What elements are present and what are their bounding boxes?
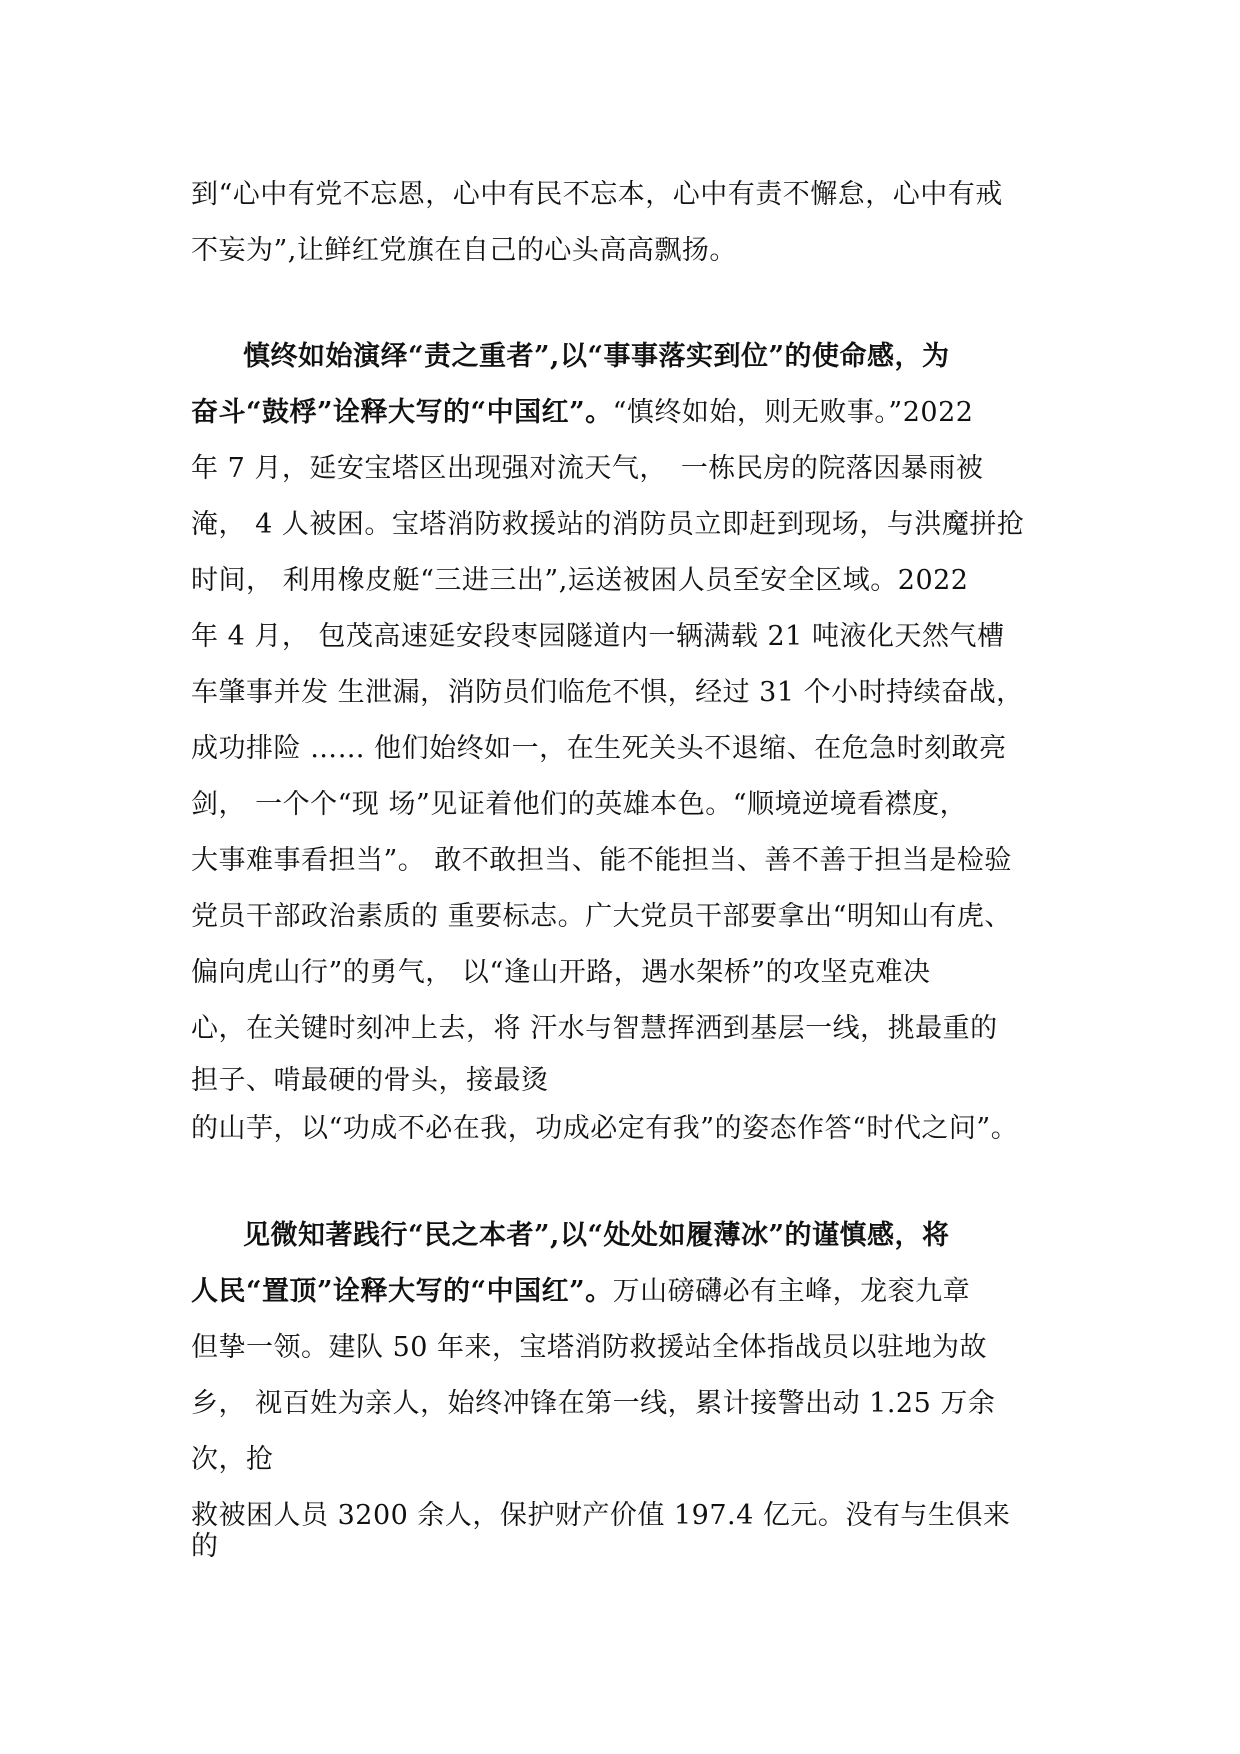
text-line: 但挚一领。建队 50 年来，宝塔消防救援站全体指战员以驻地为故	[191, 1332, 988, 1363]
text-line: 大事难事看担当”。 敢不敢担当、能不能担当、善不善于担当是检验	[191, 845, 1012, 876]
text-line: 年 4 月， 包茂高速延安段枣园隧道内一辆满载 21 吨液化天然气槽	[191, 621, 1005, 652]
text-line: 到“心中有党不忘恩，心中有民不忘本，心中有责不懈怠，心中有戒	[191, 179, 1003, 210]
text-line: 淹， 4 人被困。宝塔消防救援站的消防员立即赶到现场，与洪魔拼抢	[191, 509, 1025, 540]
text-line: 不妄为”,让鲜红党旗在自己的心头高高飘扬。	[191, 235, 737, 266]
text-line: 次，抢	[191, 1444, 274, 1475]
text-line	[191, 1275, 970, 1309]
text-line: 剑， 一个个“现 场”见证着他们的英雄本色。“顺境逆境看襟度，	[191, 789, 968, 820]
text-line: 年 7 月，延安宝塔区出现强对流天气， 一栋民房的院落因暴雨被	[191, 453, 984, 484]
text-line: 救被困人员 3200 余人，保护财产价值 197.4 亿元。没有与生俱来	[191, 1500, 1011, 1531]
text-span: 万山磅礴必有主峰，龙衮九章	[612, 1276, 971, 1307]
section-heading-continued: 奋斗“鼓桴”诠释大写的“中国红”。	[191, 397, 613, 428]
text-line: 车肇事并发 生泄漏，消防员们临危不惧，经过 31 个小时持续奋战，	[191, 677, 1024, 708]
text-line	[191, 396, 973, 430]
text-line: 的山芋，以“功成不必在我，功成必定有我”的姿态作答“时代之问”。	[191, 1113, 1019, 1144]
text-line: 偏向虎山行”的勇气， 以“逢山开路，遇水架桥”的攻坚克难决	[191, 957, 931, 988]
section-heading: 慎终如始演绎“责之重者”,以“事事落实到位”的使命感，为	[243, 341, 950, 372]
text-span: “慎终如始，则无败事。”2022	[612, 397, 974, 428]
section-heading: 见微知著践行“民之本者”,以“处处如履薄冰”的谨慎感，将	[243, 1220, 950, 1251]
text-line: 心，在关键时刻冲上去，将 汗水与智慧挥洒到基层一线，挑最重的	[191, 1013, 998, 1044]
text-line: 的	[191, 1531, 219, 1562]
text-line: 乡， 视百姓为亲人，始终冲锋在第一线，累计接警出动 1.25 万余	[191, 1388, 996, 1419]
text-line: 担子、啃最硬的骨头，接最烫	[191, 1065, 549, 1096]
section-heading-continued: 人民“置顶”诠释大写的“中国红”。	[191, 1276, 613, 1307]
text-line: 党员干部政治素质的 重要标志。广大党员干部要拿出“明知山有虎、	[191, 901, 1012, 932]
text-line: 时间， 利用橡皮艇“三进三出”,运送被困人员至安全区域。2022	[191, 565, 969, 596]
text-line: 成功排险 …… 他们始终如一，在生死关头不退缩、在危急时刻敢亮	[191, 733, 1007, 764]
